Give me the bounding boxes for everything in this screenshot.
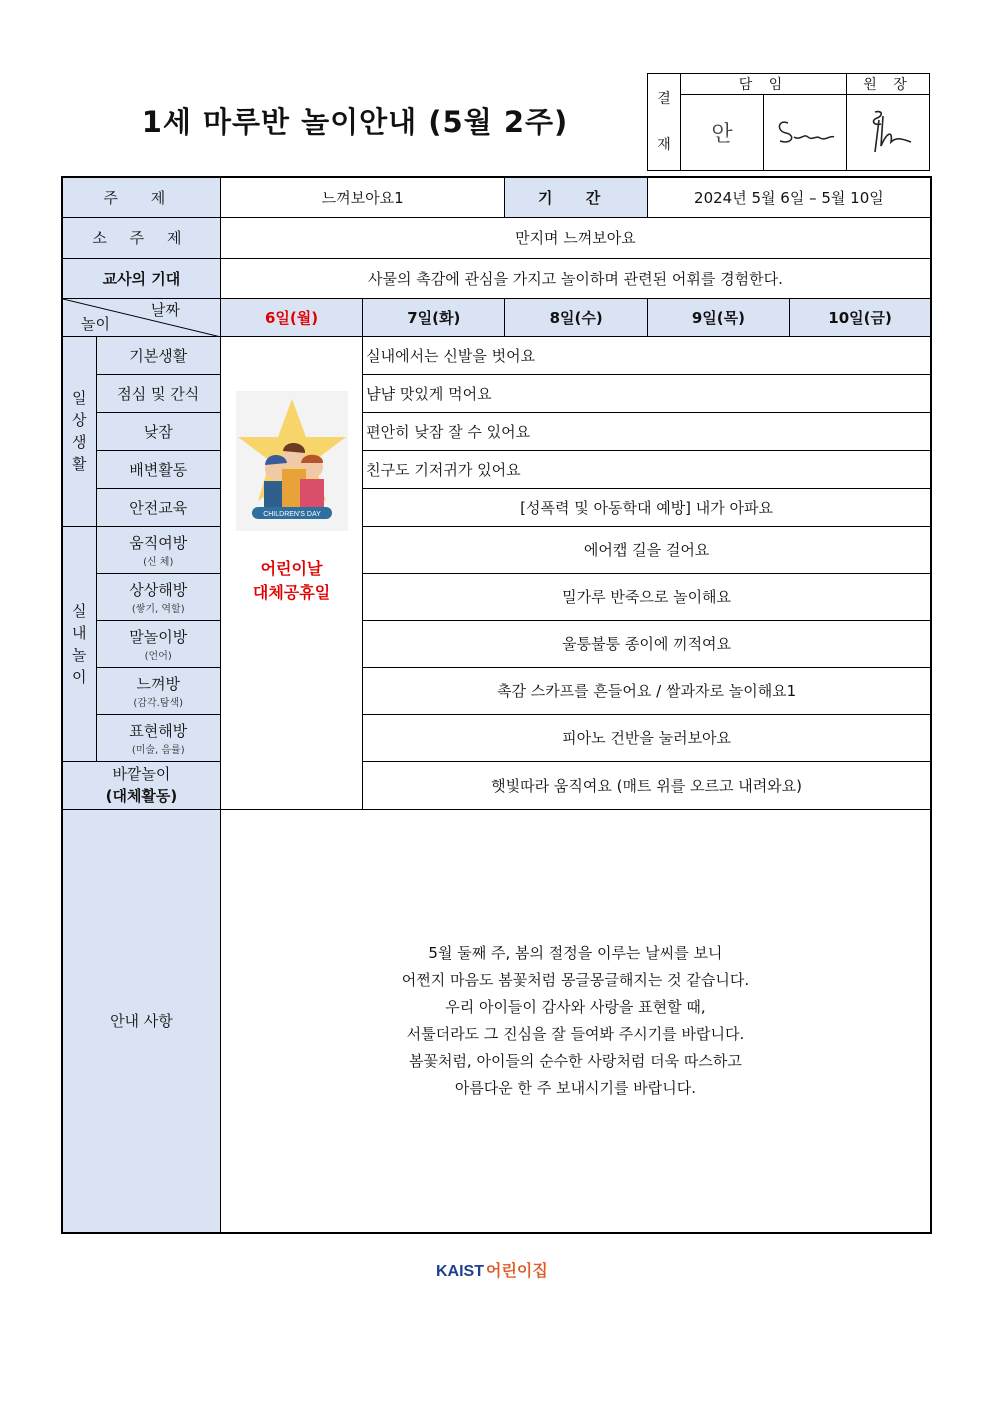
daily-group-label: 일 상 생 활 [62, 336, 96, 526]
daily-value: 냠냠 맛있게 먹어요 [363, 374, 931, 412]
indoor-value: 울퉁불퉁 종이에 끼적여요 [363, 620, 931, 667]
teacher-stamp-text: 안 [711, 122, 733, 147]
day-wed: 8일(수) [505, 298, 647, 336]
notice-line: 5월 둘째 주, 봄의 절정을 이루는 날씨를 보니 [428, 943, 723, 962]
indoor-label [96, 620, 220, 667]
period-label-text: 기 간 [538, 188, 615, 207]
outdoor-label-line1: 바깥놀이 [112, 765, 171, 783]
outdoor-label-line2: (대체활동) [105, 787, 178, 805]
daily-value: 편안히 낮잠 잘 수 있어요 [363, 412, 931, 450]
indoor-sub: (미술, 음률) [131, 744, 185, 756]
subtheme-label-text: 소 주 제 [92, 229, 191, 247]
indoor-label-text: 움직여방 [129, 533, 188, 552]
logo-kindergarten-text: 어린이집 [486, 1263, 548, 1280]
indoor-value: 밀가루 반죽으로 놀이해요 [363, 573, 931, 620]
holiday-cell [220, 336, 362, 809]
notice-line: 어쩐지 마음도 봄꽃처럼 몽글몽글해지는 것 같습니다. [401, 970, 750, 989]
daily-label: 배변활동 [96, 450, 220, 488]
indoor-sub: (언어) [144, 650, 172, 662]
indoor-label-text: 상상해방 [129, 580, 188, 599]
holiday-line1: 어린이날 [260, 558, 323, 578]
theme-label-text: 주 제 [103, 188, 180, 207]
teacher-signature [764, 95, 847, 171]
approval-label [648, 74, 681, 171]
period-value: 2024년 5월 6일 – 5월 10일 [647, 177, 931, 217]
notice-label: 안내 사항 [62, 809, 220, 1233]
approval-label-bottom: 재 [657, 137, 671, 153]
corner-play-label: 놀이 [81, 314, 110, 333]
theme-value: 느껴보아요1 [220, 177, 505, 217]
expect-label: 교사의 기대 [62, 258, 220, 298]
indoor-value: 에어캡 길을 걸어요 [363, 526, 931, 573]
indoor-sub: (쌓기, 역할) [131, 603, 185, 615]
indoor-group-label: 실 내 놀 이 [62, 526, 96, 761]
expect-value: 사물의 촉감에 관심을 가지고 놀이하며 관련된 어휘를 경험한다. [220, 258, 931, 298]
indoor-value: 피아노 건반을 눌러보아요 [363, 714, 931, 761]
outdoor-value: 햇빛따라 움직여요 (매트 위를 오르고 내려와요) [363, 761, 931, 809]
day-fri: 10일(금) [790, 298, 931, 336]
daily-value: [성폭력 및 아동학대 예방] 내가 아파요 [363, 488, 931, 526]
daily-label: 낮잠 [96, 412, 220, 450]
indoor-value: 촉감 스카프를 흔들어요 / 쌀과자로 놀이해요1 [363, 667, 931, 714]
weekly-plan-table [61, 176, 932, 1234]
signature-icon [770, 111, 840, 151]
daily-label: 기본생활 [96, 336, 220, 374]
approval-director-header: 원 장 [847, 74, 930, 95]
kaist-logo [436, 1258, 548, 1281]
indoor-label [96, 573, 220, 620]
indoor-label-text: 말놀이방 [129, 627, 188, 646]
director-signature [847, 95, 930, 171]
outdoor-label [62, 761, 220, 809]
corner-date-label: 날짜 [150, 300, 180, 319]
childrens-day-image [236, 391, 348, 531]
indoor-label-text: 표현해방 [129, 721, 188, 740]
teacher-stamp [681, 95, 764, 171]
holiday-image-text: CHILDREN'S DAY [262, 510, 321, 518]
daily-value: 실내에서는 신발을 벗어요 [363, 336, 931, 374]
indoor-label [96, 526, 220, 573]
holiday-line2: 대체공휴일 [252, 582, 331, 602]
day-mon: 6일(월) [220, 298, 362, 336]
period-label [505, 177, 647, 217]
approval-label-top: 결 [657, 91, 671, 107]
page-title: 1세 마루반 놀이안내 (5월 2주) [141, 105, 569, 139]
daily-label: 안전교육 [96, 488, 220, 526]
subtheme-label [62, 217, 220, 258]
subtheme-value: 만지며 느껴보아요 [220, 217, 931, 258]
approval-box [647, 73, 930, 171]
notice-body [220, 809, 931, 1233]
signature-icon [853, 106, 923, 156]
indoor-sub: (감각.탐색) [133, 697, 184, 709]
notice-line: 우리 아이들이 감사와 사랑을 표현할 때, [445, 997, 706, 1016]
day-thu: 9일(목) [647, 298, 789, 336]
date-play-corner [62, 298, 220, 336]
indoor-label [96, 714, 220, 761]
approval-teacher-header: 담 임 [681, 74, 847, 95]
theme-label [62, 177, 220, 217]
notice-line: 아름다운 한 주 보내시기를 바랍니다. [454, 1078, 697, 1097]
indoor-label [96, 667, 220, 714]
daily-label: 점심 및 간식 [96, 374, 220, 412]
indoor-label-text: 느껴방 [136, 674, 180, 693]
indoor-sub: (신 체) [143, 556, 174, 568]
daily-value: 친구도 기저귀가 있어요 [363, 450, 931, 488]
notice-line: 서툴더라도 그 진심을 잘 들여봐 주시기를 바랍니다. [406, 1024, 745, 1043]
notice-line: 봄꽃처럼, 아이들의 순수한 사랑처럼 더욱 따스하고 [408, 1051, 742, 1070]
day-tue: 7일(화) [363, 298, 505, 336]
logo-kaist-text: KAIST [436, 1263, 484, 1280]
